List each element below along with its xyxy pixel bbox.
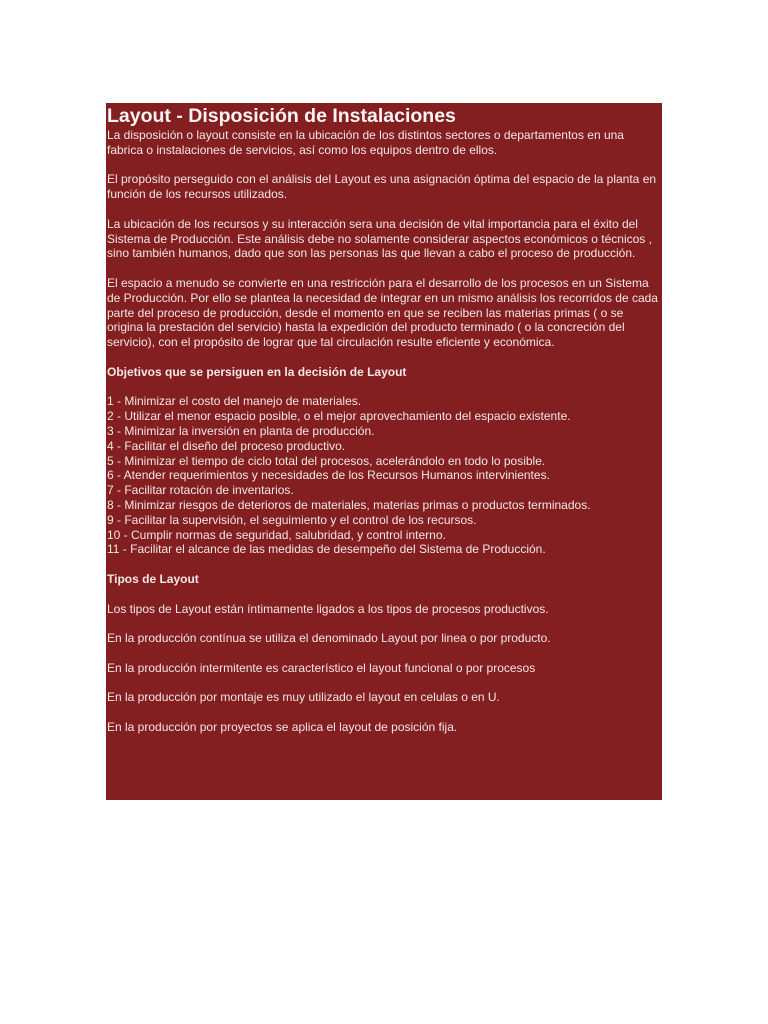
objective-item: 8 - Minimizar riesgos de deterioros de materiales, materias primas o productos terminados. <box>107 497 591 512</box>
objective-item: 6 - Atender requerimientos y necesidades de los Recursos Humanos intervinientes. <box>107 468 550 483</box>
intro-paragraph-3: La ubicación de los recursos y su interacción sera una decisión de vital importancia para el éxito del Sistema de Producción. Este análisis debe no solamente considerar aspectos económicos o técnicos , sino también humanos, dado que son las personas las que llevan a cabo el proceso de producción. <box>107 216 652 261</box>
objective-item: 11 - Facilitar el alcance de las medidas de desempeño del Sistema de Producción. <box>107 542 546 557</box>
objective-item: 3 - Minimizar la inversión en planta de producción. <box>107 423 375 438</box>
objective-item: 4 - Facilitar el diseño del proceso productivo. <box>107 438 346 453</box>
types-paragraph-3: En la producción intermitente es característico el layout funcional o por procesos <box>107 660 536 675</box>
objective-item: 2 - Utilizar el menor espacio posible, o el mejor aprovechamiento del espacio existente. <box>107 409 571 424</box>
types-paragraph-5: En la producción por proyectos se aplica el layout de posición fija. <box>107 719 458 734</box>
objective-item: 9 - Facilitar la supervisión, el seguimiento y el control de los recursos. <box>107 512 477 527</box>
objectives-heading: Objetivos que se persiguen en la decisión de Layout <box>107 364 407 379</box>
document-panel <box>106 103 662 800</box>
types-heading: Tipos de Layout <box>107 571 199 586</box>
types-paragraph-1: Los tipos de Layout están íntimamente ligados a los tipos de procesos productivos. <box>107 601 549 616</box>
intro-paragraph-4: El espacio a menudo se convierte en una restricción para el desarrollo de los procesos en un Sistema de Producción. Por ello se plantea la necesidad de integrar en un mismo análisis los recorridos de cada parte del proceso de producción, desde el momento en que se reciben las materias primas ( o se origina la prestación del servicio) hasta la expedición del producto terminado ( o la concreción del servicio), con el propósito de lograr que tal circulación resulte eficiente y económica. <box>107 275 658 350</box>
objective-item: 10 - Cumplir normas de seguridad, salubridad, y control interno. <box>107 527 446 542</box>
objective-item: 5 - Minimizar el tiempo de ciclo total del procesos, acelerándolo en todo lo posible. <box>107 453 546 468</box>
objective-item: 7 - Facilitar rotación de inventarios. <box>107 483 294 498</box>
types-paragraph-2: En la producción contínua se utiliza el denominado Layout por linea o por producto. <box>107 631 551 646</box>
objective-item: 1 - Minimizar el costo del manejo de materiales. <box>107 394 362 409</box>
objectives-list <box>107 394 661 557</box>
intro-paragraph-2: El propósito perseguido con el análisis del Layout es una asignación óptima del espacio de la planta en función de los recursos utilizados. <box>107 172 657 202</box>
intro-paragraph-1: La disposición o layout consiste en la ubicación de los distintos sectores o departamentos en una fabrica o instalaciones de servicios, así como los equipos dentro de ellos. <box>107 128 624 157</box>
types-paragraph-4: En la producción por montaje es muy utilizado el layout en celulas o en U. <box>107 690 500 705</box>
document-title: Layout - Disposición de Instalaciones <box>107 105 456 127</box>
